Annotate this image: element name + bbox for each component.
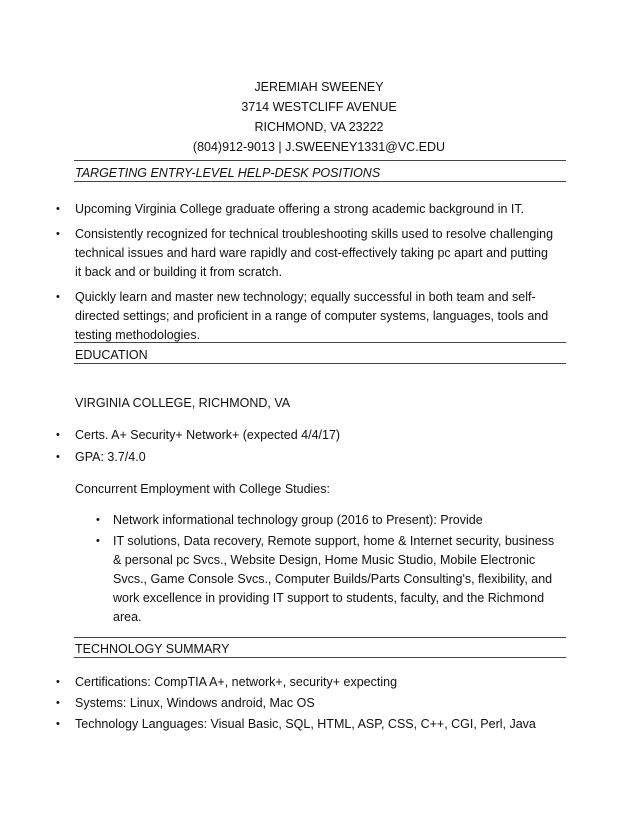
bullet-icon: • — [96, 514, 100, 526]
section-divider — [74, 637, 566, 638]
objective-list — [56, 200, 556, 351]
section-divider — [74, 657, 566, 658]
bullet-icon: • — [56, 676, 60, 688]
list-item: • Consistently recognized for technical troubleshooting skills used to resolve challenging technical issues and hard ware rapidly and cost-effectively taking pc apart and putting it back and or building it from scratch. — [56, 227, 554, 279]
street-address: 3714 WESTCLIFF AVENUE — [241, 100, 397, 114]
bullet-icon: • — [56, 203, 60, 215]
list-item: • Quickly learn and master new technology; equally successful in both team and self-directed settings; and proficient in a range of computer systems, languages, tools and testing methodologies. — [56, 290, 549, 342]
bullet-icon: • — [96, 535, 100, 547]
list-item: • GPA: 3.7/4.0 — [56, 448, 556, 467]
list-item: • Certifications: CompTIA A+, network+, security+ expecting — [56, 673, 556, 692]
list-item: • Technology Languages: Visual Basic, SQL, HTML, ASP, CSS, C++, CGI, Perl, Java — [56, 715, 556, 734]
section-divider — [74, 160, 566, 161]
bullet-icon: • — [56, 429, 60, 441]
list-item: • Certs. A+ Security+ Network+ (expected 4/4/17) — [56, 426, 556, 445]
section-divider — [74, 363, 566, 364]
phone-email: (804)912-9013 | J.SWEENEY1331@VC.EDU — [192, 140, 446, 154]
school-name: VIRGINIA COLLEGE, RICHMOND, VA — [75, 396, 291, 410]
list-item: • Systems: Linux, Windows android, Mac OS — [56, 694, 556, 713]
candidate-name: JEREMIAH SWEENEY — [254, 80, 384, 94]
bullet-icon: • — [56, 718, 60, 730]
list-item: • Upcoming Virginia College graduate offering a strong academic background in IT. — [56, 200, 556, 219]
employment-list — [96, 511, 556, 631]
bullet-icon: • — [56, 291, 60, 303]
section-divider — [74, 342, 566, 343]
education-title: EDUCATION — [75, 348, 148, 362]
list-item: • IT solutions, Data recovery, Remote support, home & Internet security, business & personal pc Svcs., Website Design, Home Music Studio, Mobile Electronic Svcs., Game Console Svcs., Computer Builds/Parts Consulting's, flexibility, and work excellence in providing IT support to students, faculty, and the Richmond area. — [96, 534, 555, 624]
objective-title: TARGETING ENTRY-LEVEL HELP-DESK POSITIONS — [75, 166, 381, 180]
technology-title: TECHNOLOGY SUMMARY — [75, 642, 230, 656]
section-divider — [74, 181, 566, 182]
bullet-icon: • — [56, 451, 60, 463]
bullet-icon: • — [56, 228, 60, 240]
concurrent-employment-label: Concurrent Employment with College Studies: — [75, 482, 330, 496]
education-list — [56, 426, 556, 473]
technology-list — [56, 673, 556, 740]
list-item: • Network informational technology group (2016 to Present): Provide — [96, 511, 556, 530]
contact-header — [0, 77, 638, 157]
city-state-zip: RICHMOND, VA 23222 — [254, 120, 384, 134]
bullet-icon: • — [56, 697, 60, 709]
